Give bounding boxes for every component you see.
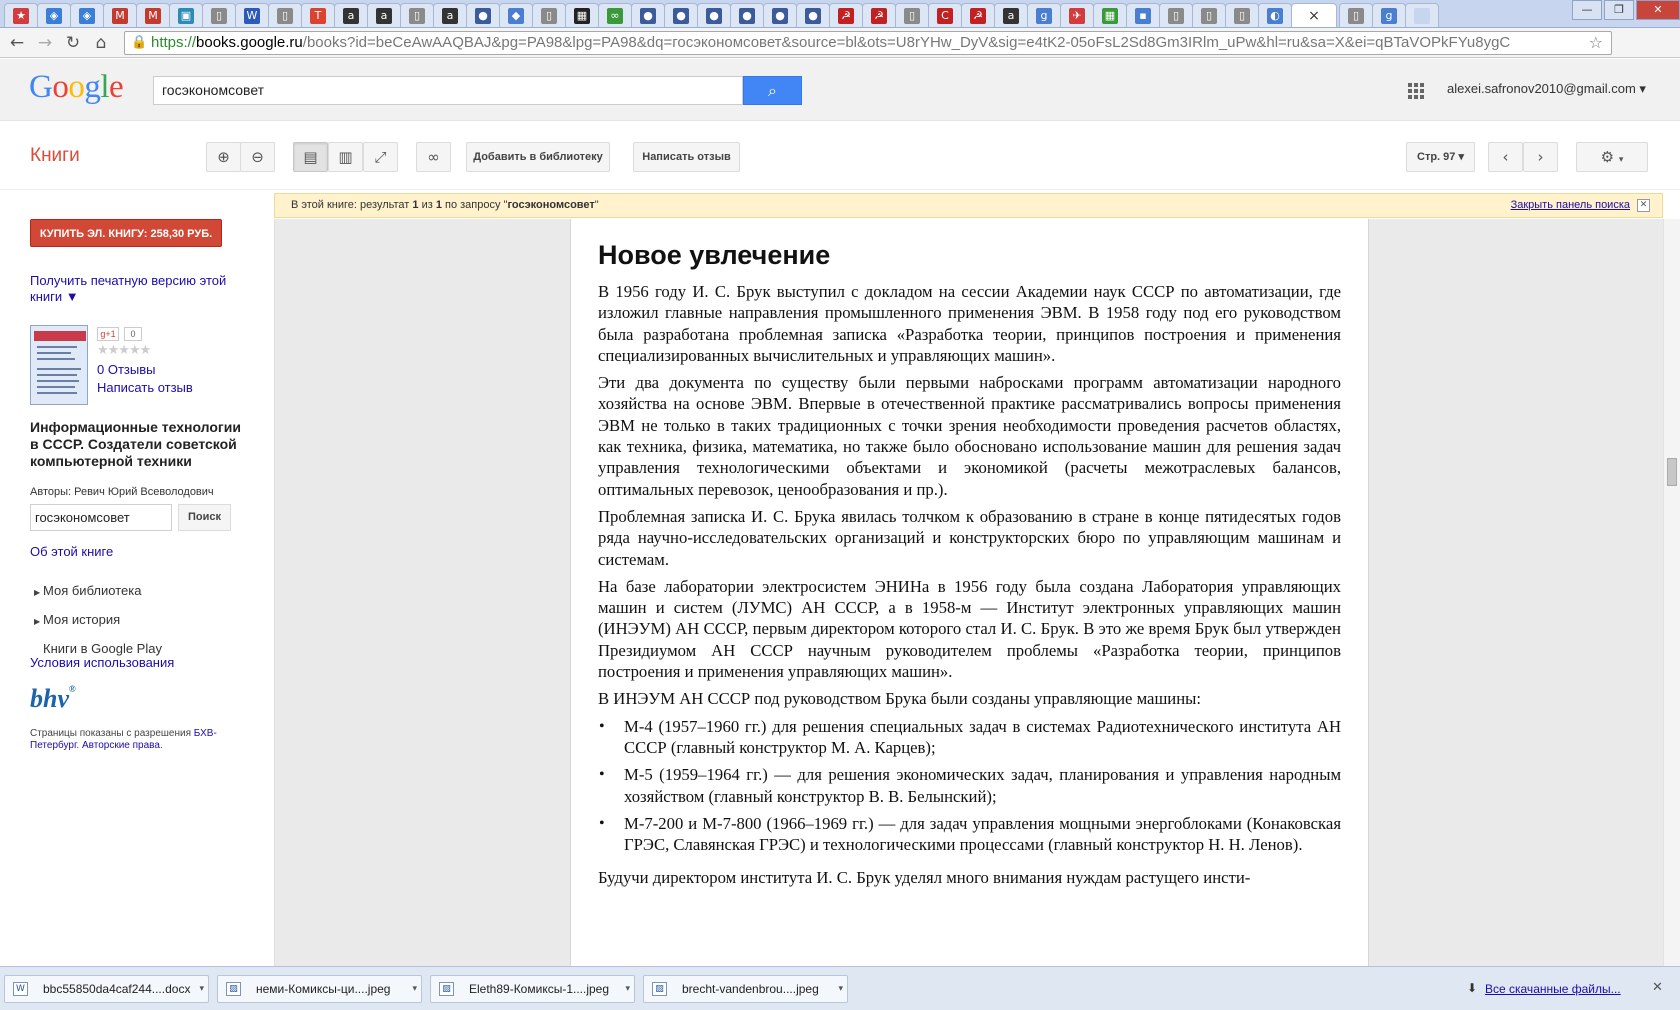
download-item[interactable] — [4, 975, 209, 1003]
browser-tab[interactable] — [466, 3, 500, 27]
user-icon: ● — [772, 8, 788, 24]
news-icon: W — [244, 8, 260, 24]
left-sidebar — [0, 191, 272, 966]
my-library-label: Моя библиотека — [43, 583, 142, 598]
result-middle: из — [418, 199, 436, 211]
google-logo[interactable] — [29, 69, 123, 106]
browser-tab[interactable] — [829, 3, 863, 27]
machine-list — [598, 716, 1341, 856]
page-paragraph: В 1956 году И. С. Брук выступил с докладом на сессии Академии наук СССР по автоматизации, где изложил главные направления промышленного применения ЭВМ. В 1958 году под его руководством была разработана проблемная записка «Разработка теории, принципов построения и применения специализированных вычислительных и управляющих машин». — [598, 282, 1341, 365]
browser-tab[interactable] — [301, 3, 335, 27]
user-icon: ● — [739, 8, 755, 24]
document-icon: ▯ — [1348, 8, 1364, 24]
rating-stars[interactable]: ★★★★★ — [97, 343, 151, 358]
minimize-button[interactable]: — — [1572, 0, 1602, 20]
restore-button[interactable]: ❐ — [1604, 0, 1634, 20]
browser-tab[interactable] — [1192, 3, 1226, 27]
user-icon: ● — [640, 8, 656, 24]
browser-tab[interactable] — [433, 3, 467, 27]
browser-tab[interactable] — [103, 3, 137, 27]
browser-tab[interactable] — [400, 3, 434, 27]
fullscreen-icon: ⤢ — [374, 148, 387, 166]
browser-tab[interactable] — [169, 3, 203, 27]
mail-icon: M — [145, 8, 161, 24]
two-page-button[interactable] — [328, 142, 363, 172]
bhv-logo-text: bhv — [30, 684, 69, 713]
prev-page-button[interactable] — [1488, 142, 1523, 172]
book-authors: Авторы: Ревич Юрий Всеволодович — [30, 486, 214, 498]
next-page-button[interactable] — [1523, 142, 1558, 172]
chevron-right-icon: › — [1537, 148, 1544, 166]
download-item[interactable] — [430, 975, 635, 1003]
url-scheme: https:// — [151, 34, 197, 51]
scrollbar-thumb[interactable] — [1667, 458, 1677, 486]
reload-icon[interactable]: ↻ — [65, 33, 81, 53]
browser-tab[interactable] — [334, 3, 368, 27]
star-icon: ★ — [13, 8, 29, 24]
browser-tab[interactable] — [730, 3, 764, 27]
google-header — [0, 59, 1680, 121]
document-icon: ▯ — [1234, 8, 1250, 24]
user-icon: ● — [673, 8, 689, 24]
link-icon: ∞ — [607, 8, 623, 24]
download-filename: bbc55850da4caf244....docx — [43, 982, 191, 996]
browser-tab[interactable] — [565, 3, 599, 27]
single-page-icon: ▤ — [303, 148, 318, 166]
download-filename: brecht-vandenbrou....jpeg — [682, 982, 819, 996]
gplus-button[interactable]: g+1 — [97, 327, 119, 341]
user-icon: ● — [805, 8, 821, 24]
search-button[interactable] — [743, 76, 802, 105]
document-icon: ▯ — [1168, 8, 1184, 24]
result-query-prefix: по запросу " — [441, 199, 508, 211]
page-paragraph: Будучи директором института И. С. Брук уделял много внимания нуждам растущего инсти- — [598, 868, 1251, 888]
browser-tab[interactable] — [598, 3, 632, 27]
address-bar[interactable] — [124, 31, 1612, 55]
link-icon: ∞ — [427, 148, 440, 166]
browser-tab[interactable] — [4, 3, 38, 27]
browser-tab[interactable] — [862, 3, 896, 27]
hammer-sickle-icon: ☭ — [838, 8, 854, 24]
tab-active[interactable] — [1291, 3, 1337, 27]
document-icon: ▯ — [904, 8, 920, 24]
plane-icon: ✈ — [1069, 8, 1085, 24]
logo-letter: G — [29, 69, 53, 105]
document-icon: ▯ — [409, 8, 425, 24]
downloads-bar — [0, 966, 1680, 1010]
copyright-link[interactable]: Авторские права — [81, 740, 160, 751]
user-icon: ● — [475, 8, 491, 24]
amazon-icon: a — [1003, 8, 1019, 24]
browser-tab[interactable] — [1126, 3, 1160, 27]
chevron-down-icon[interactable]: ▾ — [412, 984, 417, 994]
add-to-library-button[interactable]: Добавить в библиотеку — [466, 142, 610, 172]
chat-icon: ▪ — [1135, 8, 1151, 24]
book-title: Информационные технологии в СССР. Создатели советской компьютерной техники — [30, 419, 241, 469]
document-icon: ▯ — [1201, 8, 1217, 24]
page-paragraph: Проблемная записка И. С. Брука явилась толчком к образованию в стране в конце пятидесятых годов ряда научно-исследовательских организаций и конструкторских бюро по управляющим машинам и системам. — [598, 506, 1341, 569]
image-file-icon: ▨ — [226, 982, 241, 996]
close-search-panel-link[interactable]: Закрыть панель поиска — [1510, 199, 1630, 211]
image-file-icon: ▨ — [439, 982, 454, 996]
image-file-icon: ▨ — [652, 982, 667, 996]
browser-tab[interactable] — [1225, 3, 1259, 27]
google-icon: g — [1381, 8, 1397, 24]
book-viewer[interactable] — [274, 219, 1663, 966]
gplus-count: 0 — [124, 327, 142, 341]
diamond-icon: ◆ — [508, 8, 524, 24]
gear-icon: ⚙ — [1600, 148, 1615, 166]
window-controls — [1570, 0, 1680, 20]
publisher-link[interactable]: БХВ-Петербург — [30, 728, 217, 751]
browser-tab[interactable] — [235, 3, 269, 27]
chevron-down-icon[interactable]: ▾ — [625, 984, 630, 994]
logo-letter: l — [100, 69, 110, 105]
browser-tab[interactable] — [631, 3, 665, 27]
url-path: /books?id=beCeAwAAQBAJ&pg=PA98&lpg=PA98&dq=госэкономсовет&source=bl&ots=U8rYHw_DyV&sig=e4tK2-05oFsL2Sd8Gm3IRlm_uPw&hl=ru&sa=X&ei=qBTaVOPkFYu8ygC — [302, 34, 1511, 51]
back-arrow-icon[interactable]: ← — [9, 33, 25, 53]
browser-tab[interactable] — [499, 3, 533, 27]
amazon-icon: a — [442, 8, 458, 24]
user-icon: ● — [706, 8, 722, 24]
my-library-link[interactable] — [34, 583, 141, 598]
result-prefix: В этой книге: результат — [291, 199, 413, 211]
result-query-suffix: " — [594, 199, 599, 211]
settings-button[interactable] — [1576, 142, 1648, 172]
link-button[interactable] — [416, 142, 451, 172]
url-host: books.google.ru — [196, 34, 303, 51]
browser-tab[interactable] — [895, 3, 929, 27]
browser-tab[interactable] — [1093, 3, 1127, 27]
terms-of-use-link[interactable]: Условия использования — [30, 655, 175, 670]
browser-tab[interactable] — [70, 3, 104, 27]
about-book-link[interactable]: Об этой книге — [30, 544, 114, 559]
list-item: • М-4 (1957–1960 гг.) для решения специальных задач в системах Радиотехнического института АН СССР (главный конструктор М. А. Карцев); — [624, 716, 1341, 759]
lock-icon: 🔒 — [131, 35, 148, 50]
browser-tab[interactable] — [1159, 3, 1193, 27]
browser-toolbar — [0, 28, 1680, 58]
browser-tab[interactable] — [994, 3, 1028, 27]
browser-tab[interactable] — [763, 3, 797, 27]
browser-tab[interactable] — [1339, 3, 1373, 27]
browser-tab[interactable] — [1258, 3, 1292, 27]
document-icon: ▯ — [277, 8, 293, 24]
list-item: • М-5 (1959–1964 гг.) — для решения экономических задач, планирования и управления народным хозяйством (главный конструктор В. В. Белынский); — [624, 764, 1341, 807]
result-total: 1 — [435, 199, 442, 211]
download-filename: Eleth89-Комиксы-1....jpeg — [469, 982, 610, 996]
browser-tab[interactable] — [37, 3, 71, 27]
fullscreen-button[interactable] — [363, 142, 398, 172]
page-scrollbar[interactable] — [1663, 219, 1680, 966]
print-version-link[interactable]: Получить печатную версию этой книги ▼ — [30, 273, 227, 304]
document-icon: ▯ — [211, 8, 227, 24]
reviews-link[interactable]: 0 Отзывы — [97, 362, 156, 377]
buy-ebook-button[interactable]: КУПИТЬ ЭЛ. КНИГУ: 258,30 РУБ. — [30, 219, 222, 247]
browser-tab[interactable] — [928, 3, 962, 27]
browser-tab[interactable] — [268, 3, 302, 27]
document-icon: ▯ — [541, 8, 557, 24]
grid-icon: ▦ — [1102, 8, 1118, 24]
browser-tab[interactable] — [532, 3, 566, 27]
google-play-books-link[interactable]: Книги в Google Play — [43, 641, 162, 656]
chevron-down-icon[interactable]: ▾ — [199, 984, 204, 994]
logo-letter: e — [109, 69, 124, 105]
browser-tab[interactable] — [367, 3, 401, 27]
result-current: 1 — [412, 199, 419, 211]
chevron-left-icon: ‹ — [1502, 148, 1509, 166]
browser-tab[interactable] — [796, 3, 830, 27]
hammer-sickle-icon: ☭ — [871, 8, 887, 24]
page-paragraph: Эти два документа по существу были первыми набросками программ автоматизации народного хозяйства на основе ЭВМ. Впервые в отечественной практике рассматривались вопросы применения ЭВМ не только в таких традиционных с точки зрения необходимости проведения расчетов областях, как техника, физика, математика, но также было обосновано использование машин для решения задач управления технологическими объектами и экономикой (расчеты межотраслевых балансов, оптимальных перевозок, ценообразования и пр.). — [598, 373, 1341, 499]
page-paragraph: В ИНЭУМ АН СССР под руководством Брука были созданы управляющие машины: — [598, 689, 1202, 709]
shield-icon: ◈ — [46, 8, 62, 24]
drive-icon: ◐ — [1267, 8, 1283, 24]
page-selector[interactable]: Стр. 97 ▾ — [1406, 142, 1475, 172]
triangle-right-icon: ▶ — [34, 588, 41, 597]
new-tab-icon — [1414, 8, 1430, 24]
apps-grid-icon[interactable] — [1408, 83, 1424, 99]
triangle-right-icon: ▶ — [34, 617, 41, 626]
download-item[interactable] — [643, 975, 848, 1003]
all-downloads-link[interactable]: Все скачанные файлы... — [1485, 982, 1621, 996]
result-query: госэкономсовет — [507, 199, 595, 211]
search-in-book-button[interactable]: Поиск — [178, 504, 231, 531]
close-downloads-icon[interactable]: ✕ — [1652, 980, 1663, 995]
logo-letter: o — [68, 69, 85, 105]
close-icon: × — [1308, 7, 1320, 24]
page-paragraph: На базе лаборатории электросистем ЭНИНа в 1956 году была создана Лаборатория управляющих машин и систем (ЛУМС) АН СССР, а в 1958-м — Институт электронных управляющих машин (ИНЭУМ) АН СССР, первым директором которого стал И. С. Брук. В это же время Брук был утвержден Президиумом АН СССР научным руководителем проблемы «Разработка теории, принципов построения и применения управляющих машин». — [598, 576, 1341, 682]
page-heading: Новое увлечение — [598, 240, 831, 270]
search-in-book-input[interactable]: госэкономсовет — [30, 504, 172, 531]
list-item: • М-7-200 и М-7-800 (1966–1969 гг.) — для задач управления мощными энергоблоками (Конаковская ГРЭС, Славянская ГРЭС) и технологическими процессами (главный конструктор Н. Н. Ленов). — [624, 813, 1341, 856]
zoom-out-button[interactable] — [240, 142, 275, 172]
two-page-icon: ▥ — [338, 148, 353, 166]
close-icon[interactable]: ✕ — [1637, 199, 1650, 212]
browser-tab[interactable] — [961, 3, 995, 27]
browser-tab[interactable] — [697, 3, 731, 27]
zoom-in-button[interactable] — [206, 142, 241, 172]
bhv-publisher-logo[interactable] — [30, 684, 90, 714]
browser-tab[interactable] — [1027, 3, 1061, 27]
chevron-down-icon[interactable]: ▾ — [838, 984, 843, 994]
tab-strip — [0, 0, 1680, 28]
download-filename: неми-Комиксы-ци....jpeg — [256, 982, 391, 996]
zoom-in-icon: ⊕ — [217, 148, 230, 166]
shield-icon: ◈ — [79, 8, 95, 24]
logo-letter: o — [52, 69, 69, 105]
forward-arrow-icon[interactable]: → — [37, 33, 53, 53]
browser-tab[interactable] — [1405, 3, 1439, 27]
search-result-bar — [274, 193, 1663, 218]
browser-tab[interactable] — [202, 3, 236, 27]
browser-tab[interactable] — [136, 3, 170, 27]
hammer-sickle-icon: ☭ — [970, 8, 986, 24]
account-menu[interactable]: alexei.safronov2010@gmail.com ▾ — [1447, 81, 1646, 96]
publisher-credits: Страницы показаны с разрешения БХВ-Петербург. Авторские права. — [30, 728, 217, 751]
zoom-out-icon: ⊖ — [251, 148, 264, 166]
chevron-down-icon: ▾ — [1618, 155, 1624, 165]
film-icon: ▦ — [574, 8, 590, 24]
write-review-link[interactable]: Написать отзыв — [97, 380, 193, 395]
bhv-logo-reg: ® — [69, 684, 76, 694]
bookmark-star-icon[interactable]: ☆ — [1588, 33, 1603, 52]
home-icon[interactable]: ⌂ — [95, 33, 107, 53]
download-item[interactable] — [217, 975, 422, 1003]
browser-tab[interactable] — [1372, 3, 1406, 27]
book-page — [570, 219, 1369, 966]
books-toolbar — [0, 122, 1680, 190]
my-history-link[interactable] — [34, 612, 120, 627]
search-icon: ⌕ — [768, 81, 777, 100]
logo-letter: g — [84, 69, 101, 105]
write-review-button[interactable]: Написать отзыв — [633, 142, 740, 172]
book-cover[interactable] — [30, 325, 88, 405]
browser-tab[interactable] — [664, 3, 698, 27]
mail-icon: M — [112, 8, 128, 24]
close-window-button[interactable]: ✕ — [1636, 0, 1680, 20]
books-section-title[interactable]: Книги — [30, 145, 80, 166]
browser-tab[interactable] — [1060, 3, 1094, 27]
letter-icon: T — [310, 8, 326, 24]
amazon-icon: a — [376, 8, 392, 24]
word-doc-icon: W — [13, 982, 28, 996]
download-icon: ⬇ — [1467, 981, 1478, 995]
search-input[interactable]: госэкономсовет — [153, 76, 743, 105]
google-icon: g — [1036, 8, 1052, 24]
mobile-icon: ▣ — [178, 8, 194, 24]
amazon-icon: a — [343, 8, 359, 24]
my-history-label: Моя история — [43, 612, 121, 627]
cru-icon: C — [937, 8, 953, 24]
single-page-button[interactable] — [293, 142, 328, 172]
